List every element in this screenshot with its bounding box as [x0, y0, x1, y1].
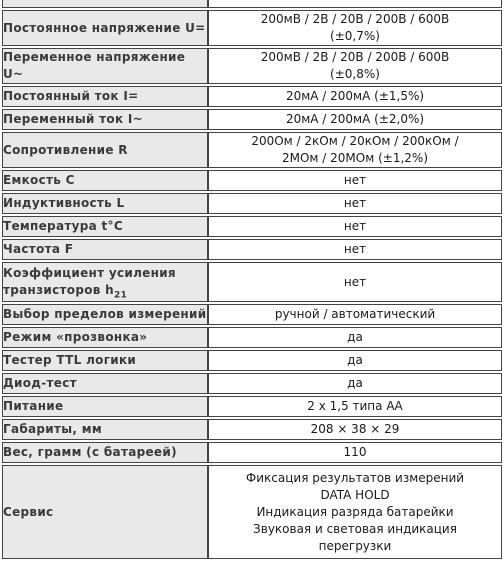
spec-param-cell [2, 170, 208, 191]
spec-param-cell [2, 419, 208, 440]
spec-row [2, 132, 502, 168]
spec-row [2, 0, 502, 8]
spec-row [2, 350, 502, 371]
spec-param-cell [2, 109, 208, 130]
spec-param-cell [2, 262, 208, 302]
spec-param-label: Питание [3, 399, 64, 413]
spec-value-line: Звуковая и световая индикация [253, 521, 457, 536]
spec-param-cell [2, 304, 208, 325]
spec-row [2, 465, 502, 559]
spec-param-subscript: 21 [113, 290, 128, 301]
spec-value-cell [208, 304, 502, 325]
spec-param-label: Переменный ток I~ [3, 112, 144, 126]
spec-param-label: Режим «прозвонка» [3, 330, 148, 344]
spec-row [2, 373, 502, 394]
spec-value-line: 200Ом / 2кОм / 20кОм / 200кОм / [251, 134, 459, 148]
spec-value-line: (±0,7%) [330, 29, 380, 43]
spec-value-line: 200мВ / 2В / 20В / 200В / 600В [260, 12, 450, 26]
spec-row [2, 86, 502, 107]
spec-row [2, 193, 502, 214]
spec-value-cell [208, 442, 502, 463]
specifications-table-body [2, 0, 502, 559]
spec-value-line: да [347, 376, 363, 390]
specifications-table [2, 0, 502, 561]
spec-param-cell [2, 442, 208, 463]
spec-param-label: Габариты, мм [3, 422, 102, 436]
spec-value-cell [208, 419, 502, 440]
spec-value-cell [208, 10, 502, 46]
spec-value-line: Фиксация результатов измерений [245, 470, 465, 485]
spec-value-line: нет [343, 196, 367, 210]
spec-value-line: перегрузки [318, 538, 392, 553]
spec-value-line: 2 х 1,5 типа АА [307, 399, 403, 413]
spec-param-cell [2, 48, 208, 84]
spec-value-cell [208, 109, 502, 130]
spec-value-line: (±0,8%) [330, 67, 380, 81]
spec-value-line: да [347, 353, 363, 367]
spec-param-cell [2, 10, 208, 46]
spec-value-cell [208, 132, 502, 168]
spec-param-label: Сопротивление R [3, 142, 128, 157]
spec-value-cell [208, 350, 502, 371]
spec-param-label: Тестер TTL логики [3, 353, 137, 367]
spec-value-cell [208, 239, 502, 260]
spec-param-label: Выбор пределов измерений [3, 307, 207, 321]
spec-row [2, 239, 502, 260]
spec-row [2, 396, 502, 417]
spec-param-label: Вес, грамм (с батареей) [3, 445, 177, 459]
spec-value-line: нет [343, 242, 367, 256]
spec-param-cell [2, 193, 208, 214]
spec-value-line: 20мА / 200мА (±2,0%) [285, 112, 425, 126]
spec-param-label: Температура t°C [3, 219, 123, 233]
spec-row [2, 262, 502, 302]
spec-row [2, 304, 502, 325]
spec-param-label: Индуктивность L [3, 196, 125, 210]
spec-param-label: Сервис [3, 504, 54, 519]
spec-value-cell [208, 327, 502, 348]
spec-row [2, 170, 502, 191]
spec-param-cell [2, 216, 208, 237]
spec-row [2, 419, 502, 440]
spec-param-cell [2, 0, 208, 8]
spec-value-cell [208, 48, 502, 84]
spec-value-cell [208, 373, 502, 394]
spec-value-line: нет [343, 219, 367, 233]
spec-value-cell [208, 193, 502, 214]
spec-row [2, 442, 502, 463]
spec-value-cell [208, 0, 502, 8]
spec-param-label: Частота F [3, 242, 74, 256]
spec-value-line: Индикация разряда батарейки [256, 504, 454, 519]
spec-param-cell [2, 350, 208, 371]
spec-row [2, 48, 502, 84]
spec-value-line: да [347, 330, 363, 344]
spec-row [2, 109, 502, 130]
spec-value-line: нет [343, 173, 367, 187]
spec-value-line: нет [343, 274, 367, 289]
spec-param-label: Коэффициент усиления транзисторов h [3, 266, 176, 297]
spec-param-label: Диод-тест [3, 376, 77, 390]
spec-param-cell [2, 132, 208, 168]
spec-value-cell [208, 396, 502, 417]
spec-value-line: ручной / автоматический [274, 307, 436, 321]
spec-value-line: 208 × 38 × 29 [310, 422, 400, 436]
spec-row [2, 216, 502, 237]
spec-param-label: Переменное напряжение U~ [3, 50, 186, 81]
spec-value-cell [208, 86, 502, 107]
spec-value-line: 200мВ / 2В / 20В / 200В / 600В [260, 50, 450, 64]
spec-value-line: 20мА / 200мА (±1,5%) [285, 89, 425, 103]
spec-param-label: Постоянное напряжение U= [3, 20, 206, 35]
spec-param-cell [2, 327, 208, 348]
spec-param-cell [2, 465, 208, 559]
spec-row [2, 10, 502, 46]
spec-param-label: Емкость С [3, 173, 75, 187]
spec-value-line: 2МОм / 20МОм (±1,2%) [282, 151, 428, 165]
spec-param-cell [2, 396, 208, 417]
spec-param-cell [2, 86, 208, 107]
spec-param-cell [2, 373, 208, 394]
spec-row [2, 327, 502, 348]
spec-param-cell [2, 239, 208, 260]
spec-value-cell [208, 465, 502, 559]
spec-value-cell [208, 262, 502, 302]
spec-param-label: Постоянный ток I= [3, 89, 139, 103]
spec-value-cell [208, 216, 502, 237]
spec-value-cell [208, 170, 502, 191]
spec-value-line: 110 [343, 445, 367, 459]
spec-value-line: DATA HOLD [320, 487, 390, 502]
